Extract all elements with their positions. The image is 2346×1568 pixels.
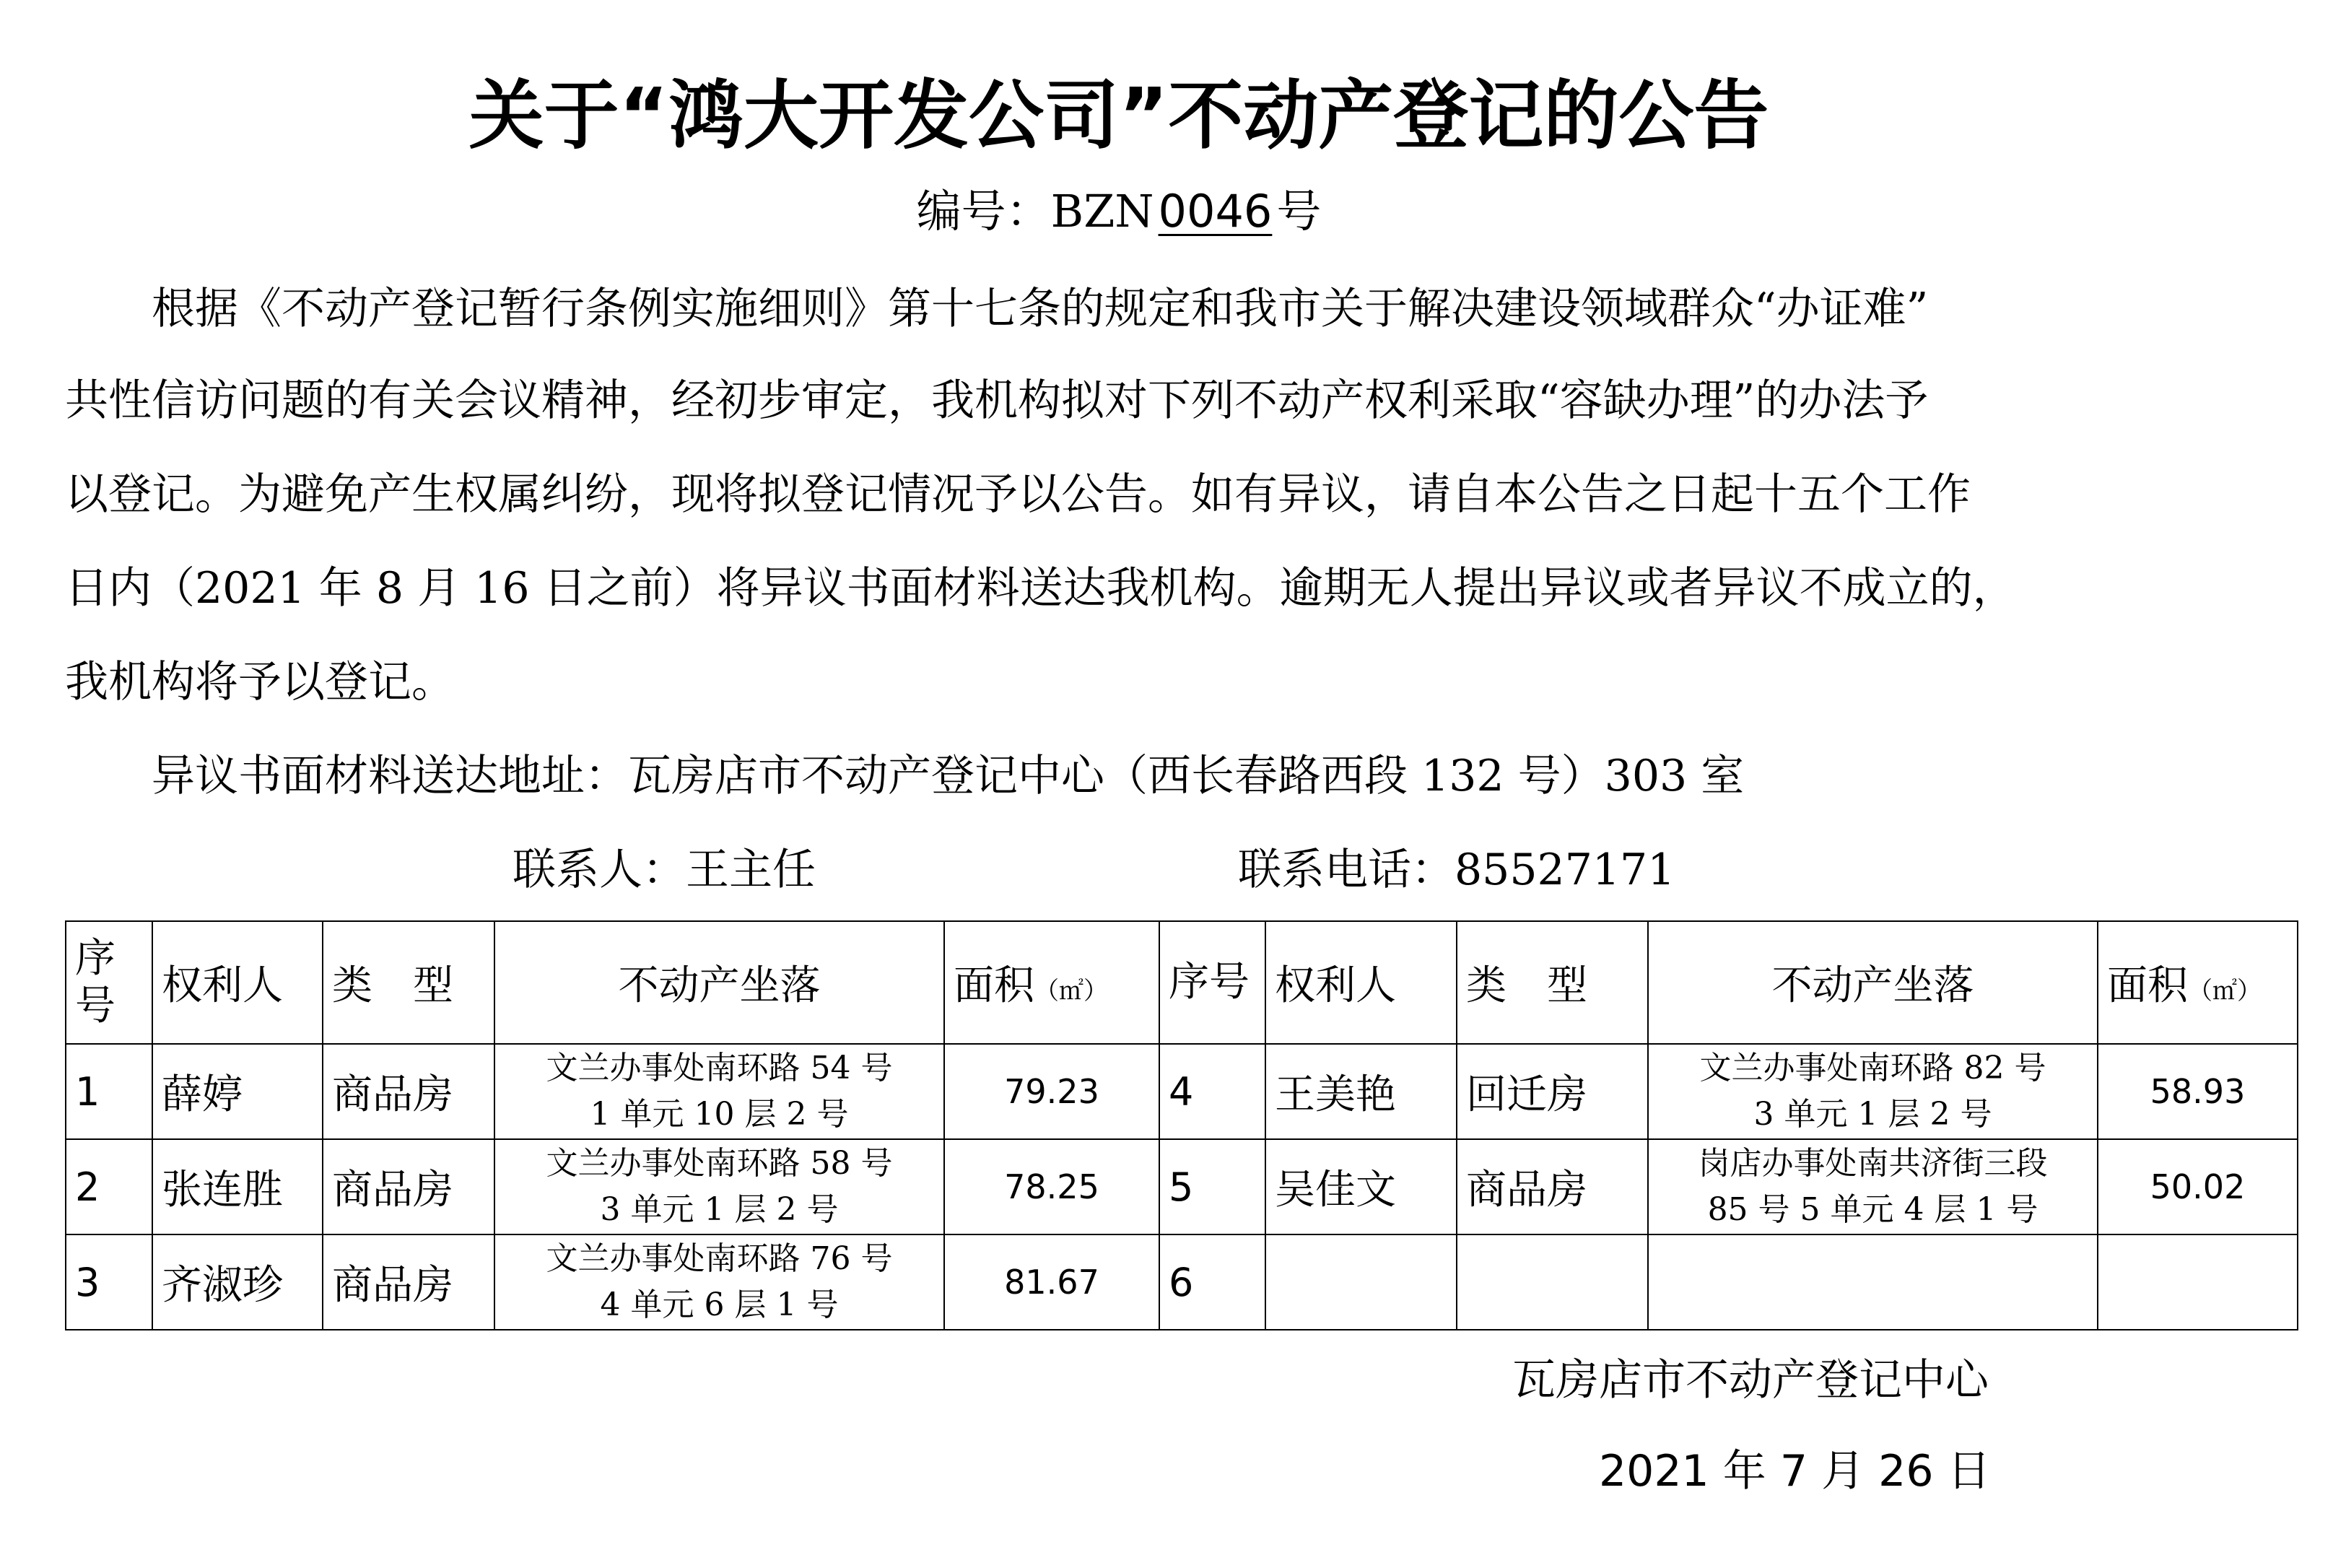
cell-area: 81.67 — [944, 1234, 1159, 1330]
table-header-row — [66, 921, 2298, 1044]
address-line: 异议书面材料送达地址：瓦房店市不动产登记中心（西长春路西段 132 号）303 室 — [65, 751, 1745, 801]
cell-seq: 5 — [1159, 1139, 1265, 1234]
cell-holder: 齐淑珍 — [152, 1234, 323, 1330]
cell-location: 文兰办事处南环路 76 号 4 单元 6 层 1 号 — [494, 1234, 944, 1330]
cell-location: 文兰办事处南环路 82 号 3 单元 1 层 2 号 — [1648, 1044, 2098, 1139]
cell-seq: 6 — [1159, 1234, 1265, 1330]
contact-person: 联系人：王主任 — [513, 845, 816, 895]
cell-type: 商品房 — [323, 1234, 494, 1330]
contact-phone: 联系电话：85527171 — [1238, 845, 1675, 895]
cell-location — [1648, 1234, 2098, 1330]
issue-date: 2021 年 7 月 26 日 — [1599, 1446, 1991, 1497]
body-line-2: 共性信访问题的有关会议精神，经初步审定，我机构拟对下列不动产权利采取“容缺办理”的办法予 — [65, 375, 1929, 426]
cell-type — [1457, 1234, 1648, 1330]
header-holder-2: 权利人 — [1265, 921, 1457, 1044]
table-row — [66, 1139, 2298, 1234]
serial-prefix: 编号：BZN — [916, 185, 1154, 238]
cell-area — [2098, 1234, 2298, 1330]
cell-type: 商品房 — [323, 1139, 494, 1234]
cell-holder: 吴佳文 — [1265, 1139, 1457, 1234]
header-area-label: 面积 — [954, 962, 1034, 1009]
registration-table — [65, 920, 2298, 1330]
cell-holder: 王美艳 — [1265, 1044, 1457, 1139]
table-row — [66, 1234, 2298, 1330]
body-line-3: 以登记。为避免产生权属纠纷，现将拟登记情况予以公告。如有异议，请自本公告之日起十五个工作 — [65, 469, 1971, 520]
cell-type: 商品房 — [1457, 1139, 1648, 1234]
header-area-unit-2: （㎡） — [2188, 977, 2262, 1006]
cell-seq: 4 — [1159, 1044, 1265, 1139]
cell-area: 58.93 — [2098, 1044, 2298, 1139]
header-seq: 序号 — [66, 921, 152, 1044]
cell-seq: 1 — [66, 1044, 152, 1139]
table-row — [66, 1044, 2298, 1139]
cell-area: 79.23 — [944, 1044, 1159, 1139]
header-area — [944, 921, 1159, 1044]
cell-holder: 张连胜 — [152, 1139, 323, 1234]
header-type: 类 型 — [323, 921, 494, 1044]
cell-seq: 2 — [66, 1139, 152, 1234]
issuer-name: 瓦房店市不动产登记中心 — [1512, 1355, 1989, 1406]
header-holder: 权利人 — [152, 921, 323, 1044]
header-area-2 — [2098, 921, 2298, 1044]
cell-location: 文兰办事处南环路 58 号 3 单元 1 层 2 号 — [494, 1139, 944, 1234]
cell-location: 文兰办事处南环路 54 号 1 单元 10 层 2 号 — [494, 1044, 944, 1139]
serial-suffix: 号 — [1276, 185, 1322, 238]
header-area-label-2: 面积 — [2107, 962, 2188, 1009]
body-line-4: 日内（2021 年 8 月 16 日之前）将异议书面材料送达我机构。逾期无人提出异议或者异议不成立的， — [65, 563, 2016, 614]
header-seq-2: 序号 — [1159, 921, 1265, 1044]
cell-location: 岗店办事处南共济街三段 85 号 5 单元 4 层 1 号 — [1648, 1139, 2098, 1234]
header-area-unit: （㎡） — [1034, 977, 1108, 1006]
cell-seq: 3 — [66, 1234, 152, 1330]
header-type-2: 类 型 — [1457, 921, 1648, 1044]
cell-type: 回迁房 — [1457, 1044, 1648, 1139]
notice-title: 关于“鸿大开发公司”不动产登记的公告 — [468, 71, 1769, 160]
cell-type: 商品房 — [323, 1044, 494, 1139]
cell-area: 78.25 — [944, 1139, 1159, 1234]
body-line-1: 根据《不动产登记暂行条例实施细则》第十七条的规定和我市关于解决建设领域群众“办证难” — [65, 284, 1929, 334]
cell-holder — [1265, 1234, 1457, 1330]
serial-number: 0046 — [1158, 185, 1273, 238]
cell-area: 50.02 — [2098, 1139, 2298, 1234]
header-location-2: 不动产坐落 — [1648, 921, 2098, 1044]
header-location: 不动产坐落 — [494, 921, 944, 1044]
cell-holder: 薛婷 — [152, 1044, 323, 1139]
serial-number-line — [0, 183, 2238, 240]
body-line-5: 我机构将予以登记。 — [65, 657, 455, 707]
